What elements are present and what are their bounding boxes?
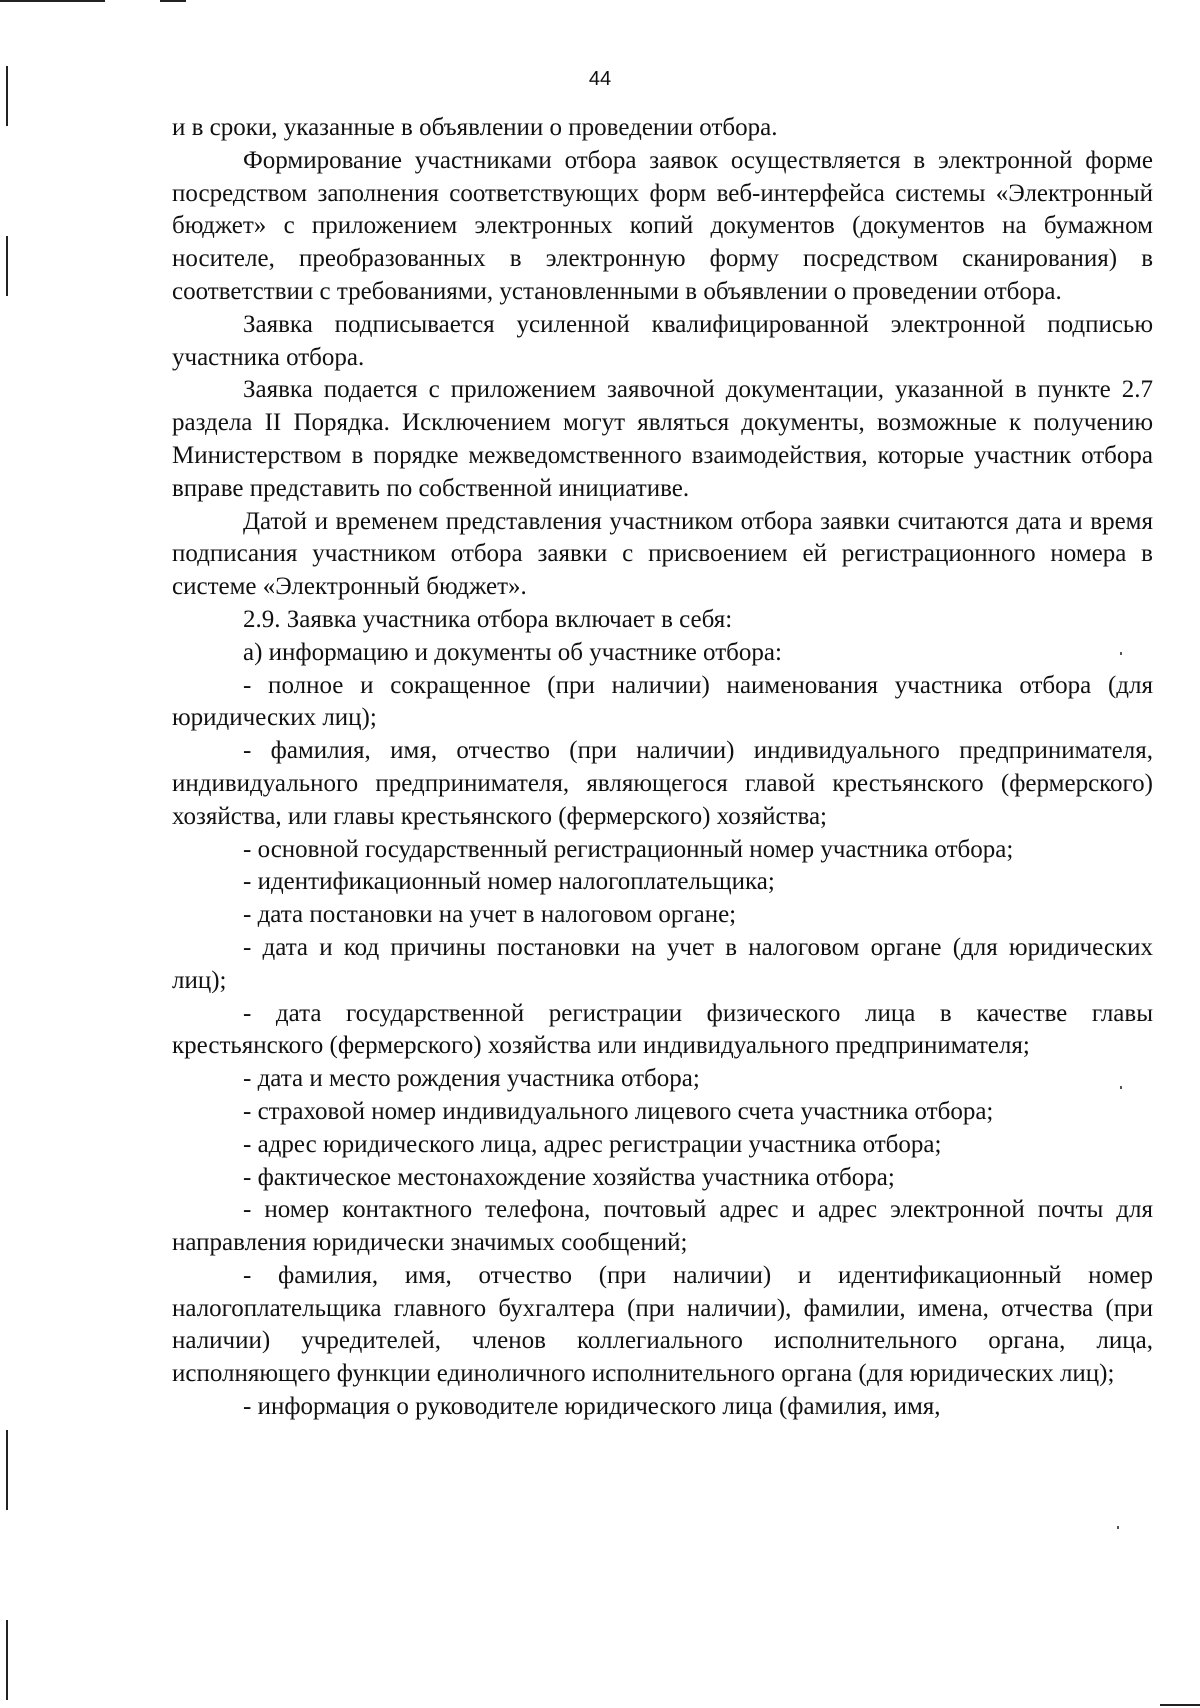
list-item: - дата и место рождения участника отбора; — [243, 1065, 700, 1093]
list-item: - основной государственный регистрационный номер участника отбора; — [243, 835, 1014, 863]
scan-edge-line-left-3 — [6, 1430, 8, 1510]
list-item: - дата постановки на учет в налоговом органе; — [243, 901, 737, 929]
scan-edge-line-left-2 — [6, 236, 8, 296]
list-item: - дата государственной регистрации физического лица в качестве главы крестьянского (фермерского) хозяйства или индивидуального предпринимателя; — [172, 999, 1153, 1060]
scan-edge-line-top — [0, 0, 105, 2]
list-item: - информация о руководителе юридического лица (фамилия, имя, — [243, 1393, 941, 1421]
page-number: 44 — [588, 68, 612, 90]
list-item: - номер контактного телефона, почтовый адрес и адрес электронной почты для направления юридически значимых сообщений; — [172, 1196, 1153, 1257]
list-item: - дата и код причины постановки на учет в налоговом органе (для юридических лиц); — [172, 933, 1153, 994]
paragraph: а) информацию и документы об участнике отбора: — [243, 638, 782, 666]
scan-edge-line-left-4 — [6, 1620, 8, 1700]
list-item: - полное и сокращенное (при наличии) наименования участника отбора (для юридических лиц); — [172, 671, 1153, 732]
list-item: - фактическое местонахождение хозяйства участника отбора; — [243, 1163, 895, 1191]
list-item: - адрес юридического лица, адрес регистрации участника отбора; — [243, 1130, 942, 1158]
document-body — [172, 112, 1153, 1424]
paragraph: Заявка подается с приложением заявочной документации, указанной в пункте 2.7 раздела II Порядка. Исключением могут являться документы, возможные к получению Министерством в порядке межведомственного взаимодействия, которые участник отбора вправе представить по собственной инициативе. — [172, 376, 1153, 502]
paragraph: Датой и временем представления участником отбора заявки считаются дата и время подписания участником отбора заявки с присвоением ей регистрационного номера в системе «Электронный бюджет». — [172, 507, 1153, 601]
paragraph: Заявка подписывается усиленной квалифицированной электронной подписью участника отбора. — [172, 310, 1153, 371]
list-item: - идентификационный номер налогоплательщика; — [243, 868, 775, 896]
paragraph: 2.9. Заявка участника отбора включает в себя: — [243, 605, 733, 633]
list-item: - страховой номер индивидуального лицевого счета участника отбора; — [243, 1097, 994, 1125]
list-item: - фамилия, имя, отчество (при наличии) и идентификационный номер налогоплательщика главного бухгалтера (при наличии), фамилии, имена, отчества (при наличии) учредителей, членов коллегиального исполнительного органа, лица, исполняющего функции единоличного исполнительного органа (для юридических лиц); — [172, 1261, 1153, 1388]
list-item: - фамилия, имя, отчество (при наличии) индивидуального предпринимателя, индивидуального предпринимателя, являющегося главой крестьянского (фермерского) хозяйства, или главы крестьянского (фермерского) хозяйства; — [172, 737, 1153, 830]
paragraph: Формирование участниками отбора заявок осуществляется в электронной форме посредством заполнения соответствующих форм веб-интерфейса системы «Электронный бюджет» с приложением электронных копий документов (документов на бумажном носителе, преобразованных в электронную форму посредством сканирования) в соответствии с требованиями, установленными в объявлении о проведении отбора. — [172, 146, 1153, 305]
scan-edge-line-top-2 — [160, 0, 186, 2]
paragraph: и в сроки, указанные в объявлении о проведении отбора. — [172, 114, 778, 141]
scan-edge-line-bottom — [1160, 1704, 1200, 1706]
scan-speck — [1117, 1526, 1119, 1529]
